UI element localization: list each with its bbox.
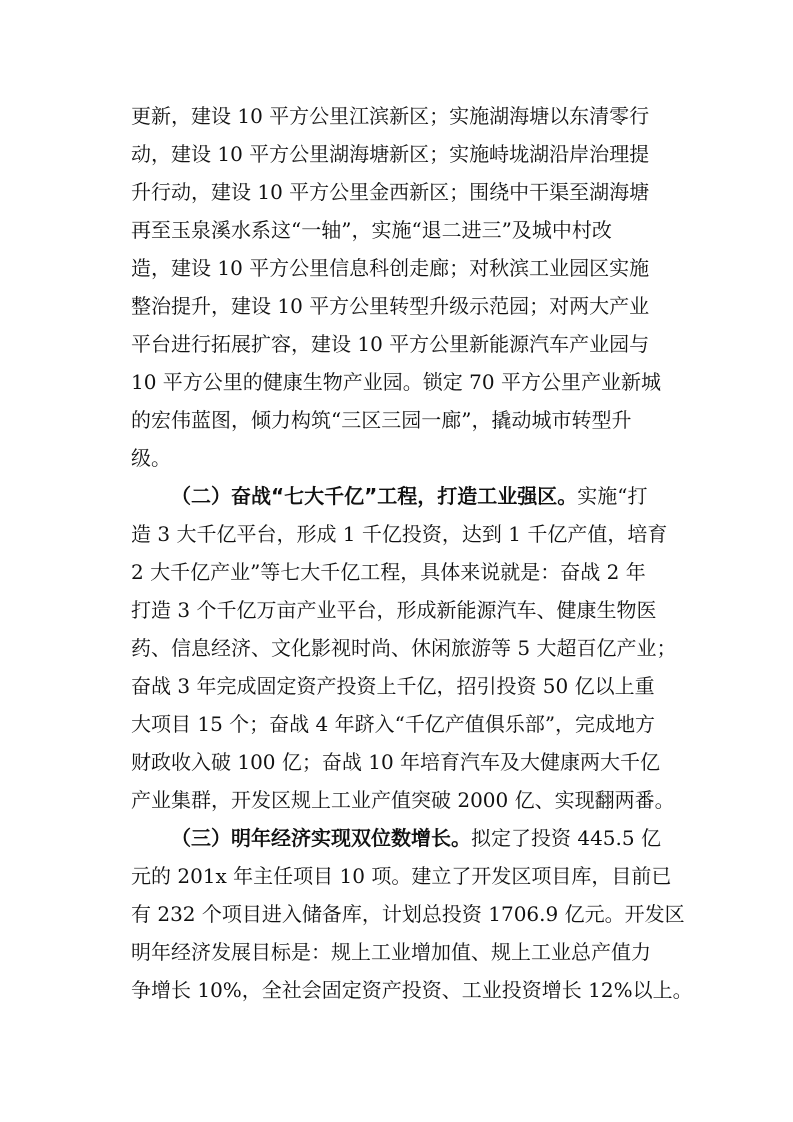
line-text: 更新，建设 10 平方公里江滨新区；实施湖海塘以东清零行	[131, 104, 650, 128]
paragraph-line	[131, 553, 691, 591]
line-text: 大项目 15 个；奋战 4 年跻入“千亿产值俱乐部”，完成地方	[131, 712, 656, 736]
line-text: 有 232 个项目进入储备库，计划总投资 1706.9 亿元。开发区	[131, 902, 685, 926]
paragraph-line	[131, 211, 691, 249]
line-text: 10 平方公里的健康生物产业园。锁定 70 平方公里产业新城	[131, 370, 661, 394]
paragraph-line	[131, 971, 691, 1009]
paragraph-line	[131, 591, 691, 629]
line-text: 奋战 3 年完成固定资产投资上千亿，招引投资 50 亿以上重	[131, 674, 655, 698]
line-text: 拟定了投资 445.5 亿	[471, 826, 661, 850]
paragraph-line	[131, 895, 691, 933]
paragraph-line	[131, 743, 691, 781]
line-text: 的宏伟蓝图，倾力构筑“三区三园一廊”，撬动城市转型升	[131, 408, 632, 432]
paragraph-line	[131, 629, 691, 667]
line-text: 药、信息经济、文化影视时尚、休闲旅游等 5 大超百亿产业；	[131, 636, 677, 660]
line-text: 再至玉泉溪水系这“一轴”，实施“退二进三”及城中村改	[131, 218, 612, 242]
section-2-first-line	[131, 477, 691, 515]
section-2-heading: （二）奋战“七大千亿”工程，打造工业强区。	[171, 484, 578, 508]
line-text: 造 3 大千亿平台，形成 1 千亿投资，达到 1 千亿产值，培育	[131, 522, 668, 546]
section-3-heading: （三）明年经济实现双位数增长。	[171, 826, 471, 850]
line-text: 财政收入破 100 亿；奋战 10 年培育汽车及大健康两大千亿	[131, 750, 661, 774]
line-text: 元的 201x 年主任项目 10 项。建立了开发区项目库，目前已	[131, 864, 672, 888]
paragraph-line	[131, 857, 691, 895]
paragraph-line	[131, 439, 691, 477]
line-text: 2 大千亿产业”等七大千亿工程，具体来说就是：奋战 2 年	[131, 560, 646, 584]
line-text: 平台进行拓展扩容，建设 10 平方公里新能源汽车产业园与	[131, 332, 650, 356]
paragraph-line	[131, 135, 691, 173]
line-text: 争增长 10%，全社会固定资产投资、工业投资增长 12%以上。	[131, 978, 693, 1002]
paragraph-line	[131, 173, 691, 211]
line-text: 打造 3 个千亿万亩产业平台，形成新能源汽车、健康生物医	[131, 598, 657, 622]
line-text: 明年经济发展目标是：规上工业增加值、规上工业总产值力	[131, 940, 651, 964]
paragraph-line	[131, 667, 691, 705]
line-text: 动，建设 10 平方公里湖海塘新区；实施峙垅湖沿岸治理提	[131, 142, 650, 166]
paragraph-line	[131, 325, 691, 363]
line-text: 造，建设 10 平方公里信息科创走廊；对秋滨工业园区实施	[131, 256, 650, 280]
line-text: 级。	[131, 446, 171, 470]
paragraph-line	[131, 287, 691, 325]
body-text	[131, 97, 691, 1009]
paragraph-line	[131, 401, 691, 439]
line-text: 产业集群，开发区规上工业产值突破 2000 亿、实现翻两番。	[131, 788, 675, 812]
line-text: 升行动，建设 10 平方公里金西新区；围绕中干渠至湖海塘	[131, 180, 650, 204]
paragraph-line	[131, 515, 691, 553]
paragraph-line	[131, 97, 691, 135]
paragraph-line	[131, 363, 691, 401]
line-text: 整治提升，建设 10 平方公里转型升级示范园；对两大产业	[131, 294, 650, 318]
paragraph-line	[131, 933, 691, 971]
paragraph-line	[131, 781, 691, 819]
line-text: 实施“打	[577, 484, 648, 508]
paragraph-line	[131, 249, 691, 287]
paragraph-line	[131, 705, 691, 743]
section-3-first-line	[131, 819, 691, 857]
